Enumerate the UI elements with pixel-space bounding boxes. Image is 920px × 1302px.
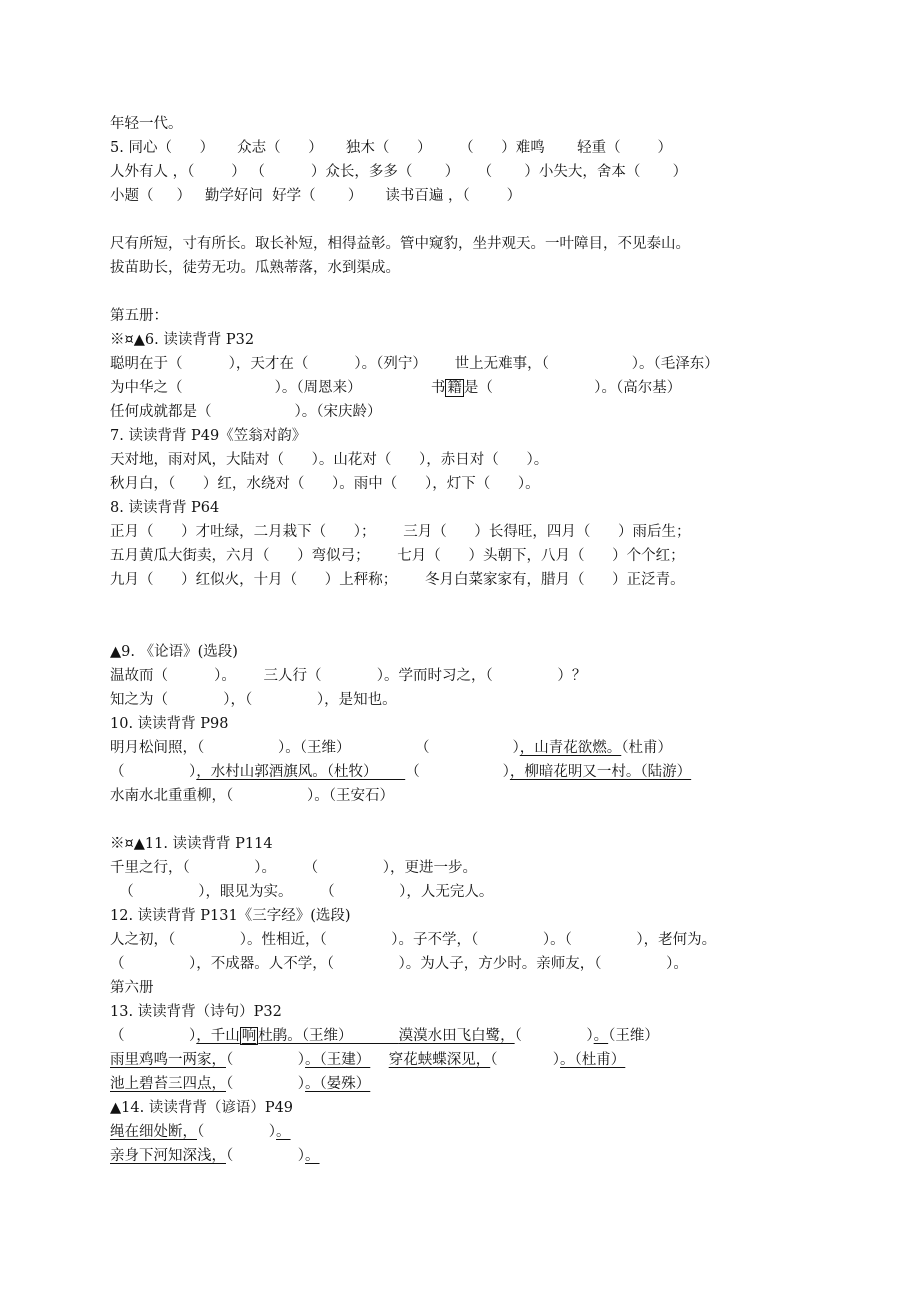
poem-fill-line: 水南水北重重柳，（ ）。（王安石） bbox=[110, 788, 394, 804]
boxed-character: 籍 bbox=[447, 380, 462, 396]
song-fill-line: 正月（ ）才吐绿，二月栽下（ ）； 三月（ ）长得旺，四月（ ）雨后生； bbox=[110, 524, 691, 540]
song-fill-line: 五月黄瓜大街卖，六月（ ）弯似弓； 七月（ ）头朝下，八月（ ）个个红； bbox=[110, 548, 685, 564]
proverb-fill-line: 绳在细处断，（ ）。 bbox=[110, 1124, 291, 1140]
poem-fill-line: 明月松间照，（ ）。（王维） （ ），山青花欲燃。（杜甫） bbox=[110, 740, 672, 756]
saying-fill-line: 千里之行，（ ）。 （ ），更进一步。 bbox=[110, 860, 477, 876]
item-heading: 13. 读读背背（诗句）P32 bbox=[110, 1004, 282, 1020]
proverb-line: 拔苗助长，徒劳无功。瓜熟蒂落，水到渠成。 bbox=[110, 260, 400, 276]
section-title-book6: 第六册 bbox=[110, 980, 154, 996]
classic-fill-line: 人之初，（ ）。性相近，（ ）。子不学，（ ）。（ ），老何为。 bbox=[110, 932, 717, 948]
text-line: 年轻一代。 bbox=[110, 116, 183, 132]
item-heading: ※¤▲6. 读读背背 P32 bbox=[110, 332, 255, 348]
item-heading: 7. 读读背背 P49《笠翁对韵》 bbox=[110, 428, 307, 444]
item-heading: ▲9. 《论语》(选段) bbox=[110, 644, 238, 660]
section-title-book5: 第五册： bbox=[110, 308, 168, 324]
document-body bbox=[110, 112, 810, 1168]
quote-fill-line: 为中华之（ ）。（周恩来） 书 籍 是（ ）。（高尔基） bbox=[110, 380, 682, 396]
poem-fill-line: （ ），千山 响 杜鹃。（王维） 漠漠水田飞白鹭，（ ）。（王维） bbox=[110, 1028, 659, 1044]
item-heading: ▲14. 读读背背（谚语）P49 bbox=[110, 1100, 294, 1116]
saying-fill-line: （ ），眼见为实。 （ ），人无完人。 bbox=[110, 884, 494, 900]
poem-fill-line: 池上碧苔三四点，（ ）。（晏殊） bbox=[110, 1076, 371, 1092]
quote-fill-line: 任何成就都是（ ）。（宋庆龄） bbox=[110, 404, 382, 420]
idiom-fill-line: 5. 同心（ ） 众志（ ） 独木（ ） （ ）难鸣 轻重（ ） bbox=[110, 140, 672, 156]
proverb-line: 尺有所短，寸有所长。取长补短，相得益彰。管中窥豹，坐井观天。一叶障目，不见泰山。 bbox=[110, 236, 690, 252]
classic-fill-line: （ ），不成器。人不学，（ ）。为人子，方少时。亲师友，（ ）。 bbox=[110, 956, 688, 972]
poem-fill-line: （ ），水村山郭酒旗风。（杜牧） （ ），柳暗花明又一村。（陆游） bbox=[110, 764, 692, 780]
boxed-character: 响 bbox=[241, 1028, 257, 1044]
poem-fill-line: 雨里鸡鸣一两家，（ ）。（王建） 穿花蛱蝶深见，（ ）。（杜甫） bbox=[110, 1052, 626, 1068]
proverb-fill-line: 亲身下河知深浅，（ ）。 bbox=[110, 1148, 320, 1164]
item-heading: 10. 读读背背 P98 bbox=[110, 716, 229, 732]
item-heading: 12. 读读背背 P131《三字经》(选段) bbox=[110, 908, 351, 924]
item-heading: ※¤▲11. 读读背背 P114 bbox=[110, 836, 273, 852]
idiom-fill-line: 小题（ ） 勤学好问 好学（ ） 读书百遍 ，（ ） bbox=[110, 188, 522, 204]
analects-fill-line: 知之为（ ），（ ），是知也。 bbox=[110, 692, 397, 708]
item-heading: 8. 读读背背 P64 bbox=[110, 500, 220, 516]
rhyme-fill-line: 秋月白，（ ）红，水绕对（ ）。雨中（ ），灯下（ ）。 bbox=[110, 476, 540, 492]
analects-fill-line: 温故而（ ）。 三人行（ ）。学而时习之，（ ）？ bbox=[110, 668, 587, 684]
idiom-fill-line: 人外有人 ，（ ） （ ）众长，多多（ ） （ ）小失大，舍本（ ） bbox=[110, 164, 688, 180]
song-fill-line: 九月（ ）红似火，十月（ ）上秤称； 冬月白菜家家有，腊月（ ）正泛青。 bbox=[110, 572, 685, 588]
rhyme-fill-line: 天对地，雨对风，大陆对（ ）。山花对（ ），赤日对（ ）。 bbox=[110, 452, 549, 468]
quote-fill-line: 聪明在于（ ），天才在（ ）。（列宁） 世上无难事，（ ）。（毛泽东） bbox=[110, 356, 719, 372]
